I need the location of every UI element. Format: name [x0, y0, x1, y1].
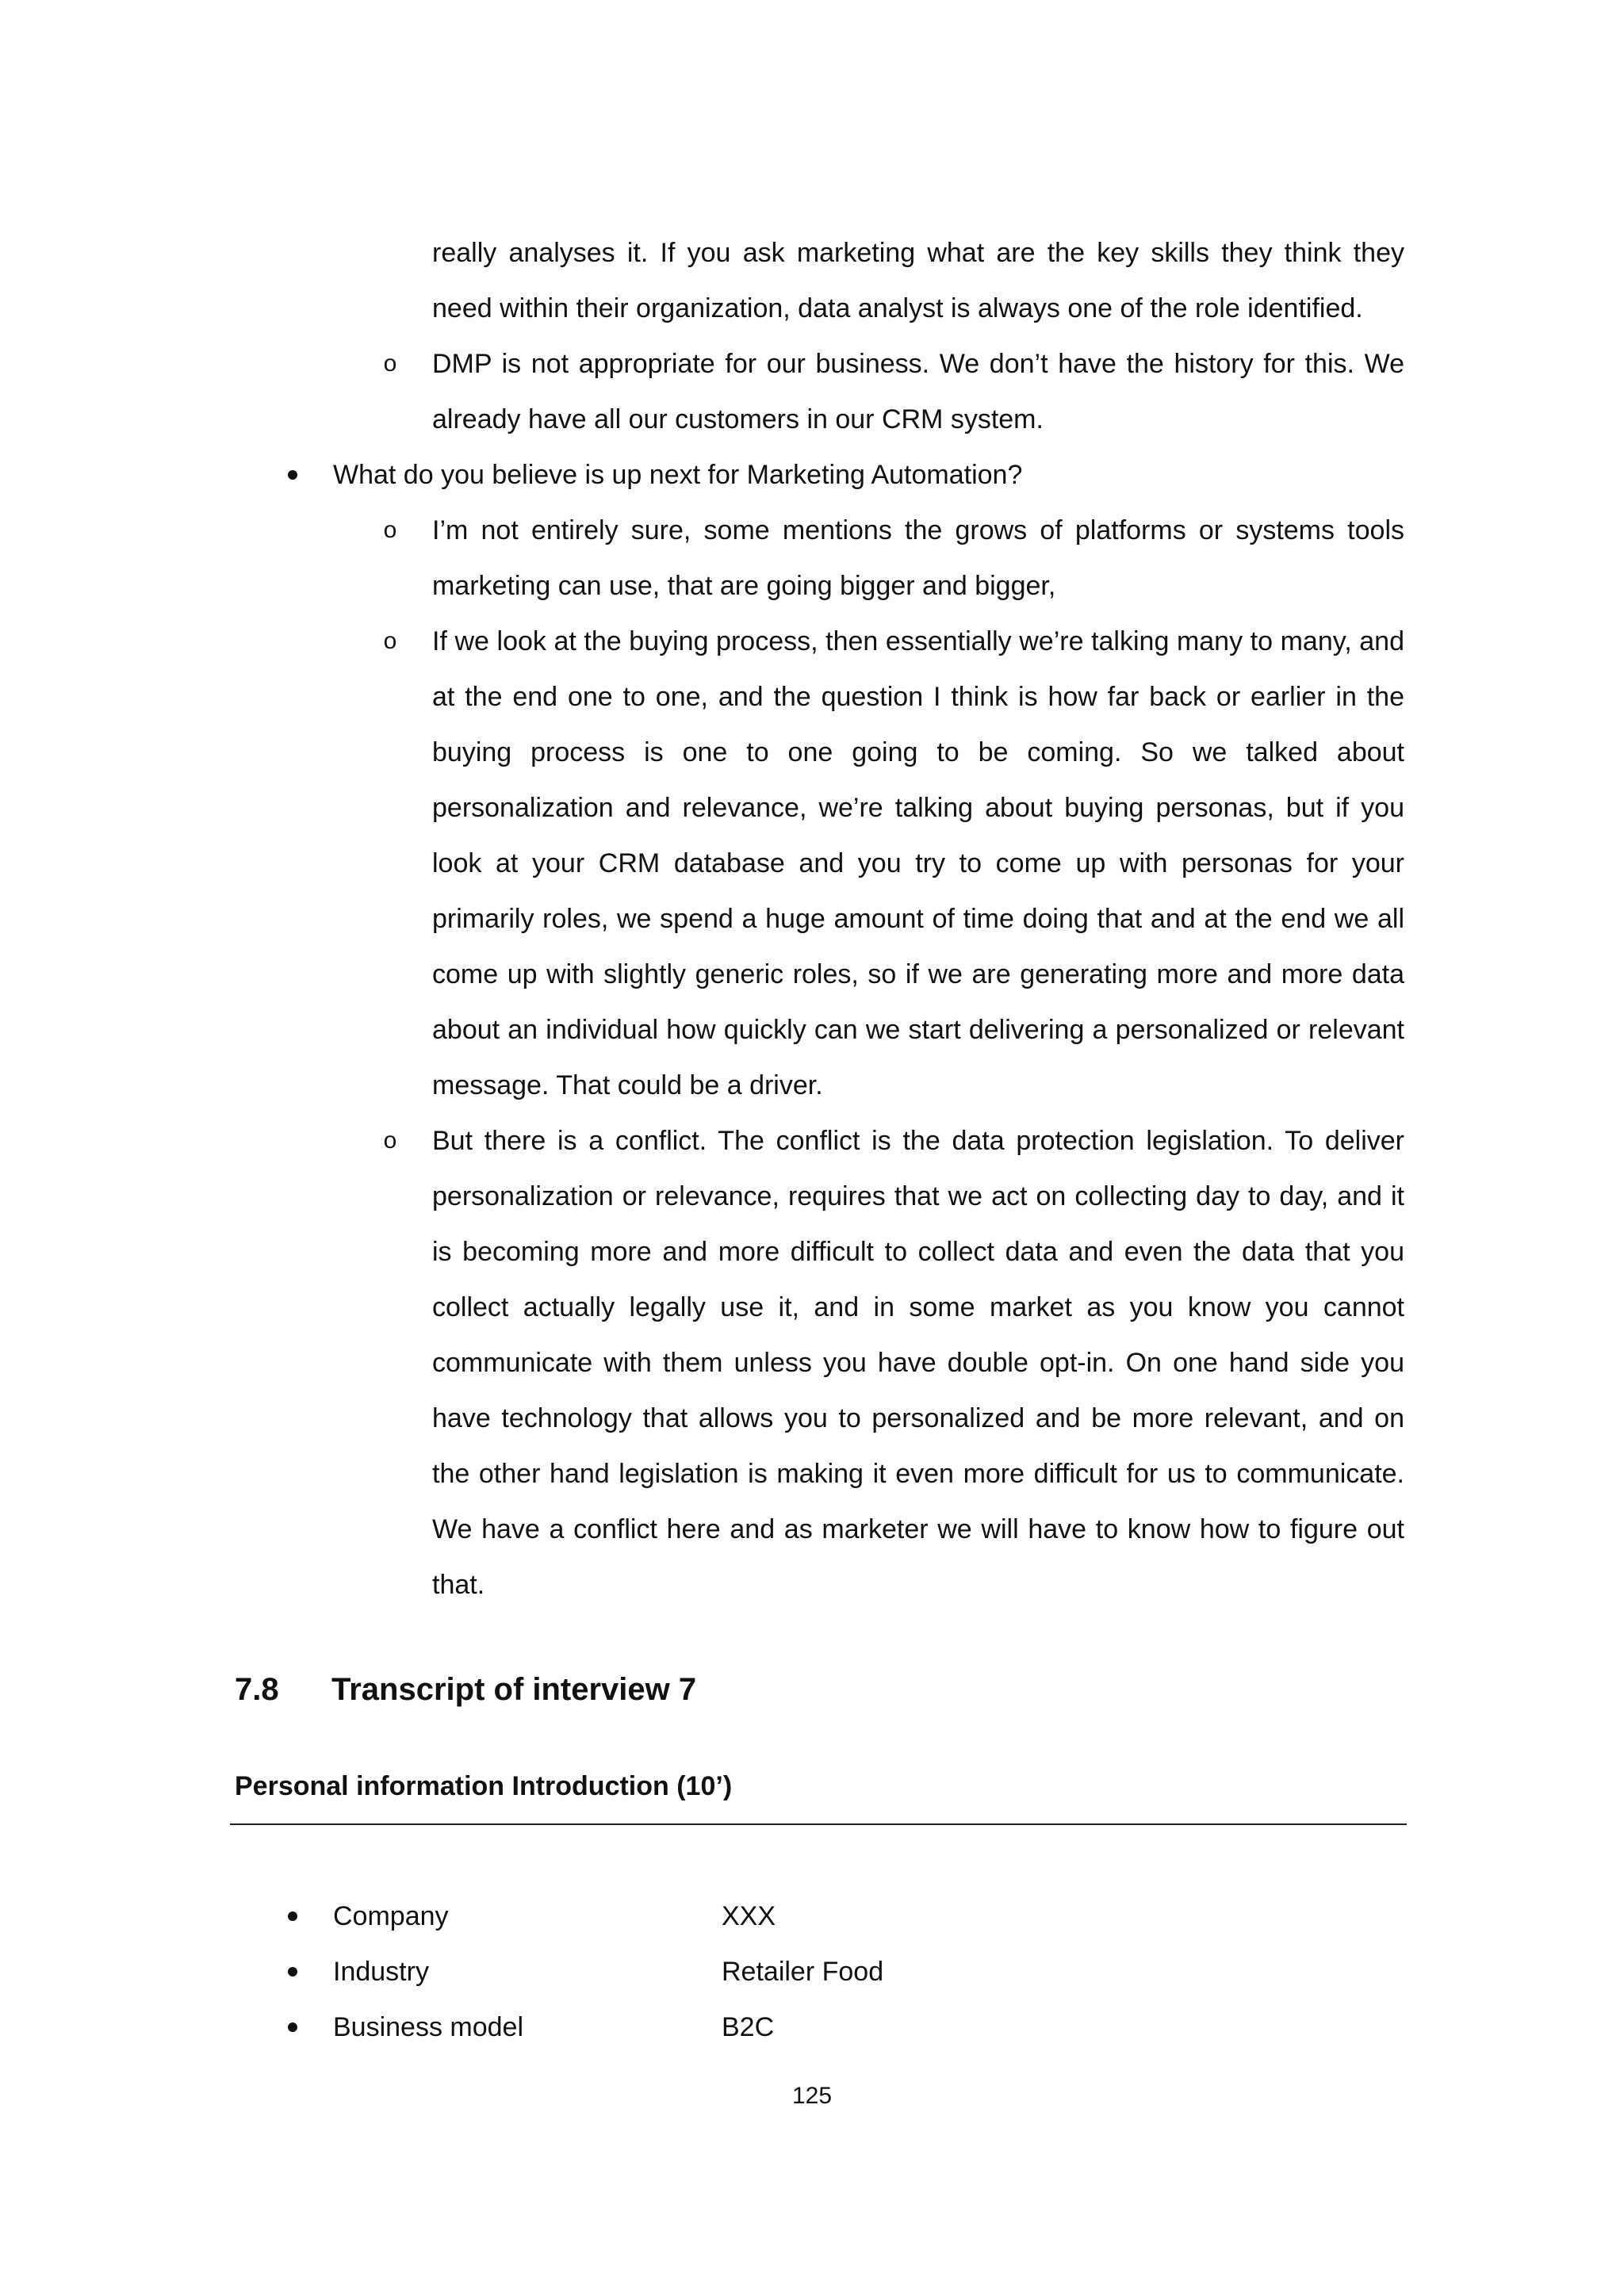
answer-text: I’m not entirely sure, some mentions the grows of platforms or systems tools marketing can use, that are going bigger and bigger,	[432, 515, 1404, 601]
page-number: 125	[791, 2083, 833, 2109]
bullet-dot-icon	[288, 1911, 297, 1921]
info-label: Industry	[333, 1957, 429, 1987]
info-row-industry	[333, 1944, 1126, 1999]
circle-bullet-icon: o	[383, 628, 397, 654]
question-item	[333, 447, 1404, 503]
question-text: What do you believe is up next for Marketing Automation?	[333, 460, 1023, 490]
circle-bullet-icon: o	[383, 350, 397, 377]
info-row-company	[333, 1888, 1126, 1944]
info-label: Business model	[333, 2012, 524, 2042]
section-number: 7.8	[235, 1672, 279, 1707]
circle-bullet-icon: o	[383, 1127, 397, 1154]
bullet-dot-icon	[288, 2022, 297, 2032]
subsection-title: Personal information Introduction (10’)	[235, 1771, 733, 1801]
info-label: Company	[333, 1901, 449, 1931]
info-row-business-model	[333, 1999, 1126, 2055]
answer-text: But there is a conflict. The conflict is the data protection legislation. To deliver personalization or relevance, requires that we act on collecting day to day, and it is becoming more and more difficult to collect data and even the data that you collect actually legally use it, and in some market as you know you cannot communicate with them unless you have double opt-in. On one hand side you have technology that allows you to personalized and be more relevant, and on the other hand legislation is making it even more difficult for us to communicate. We have a conflict here and as marketer we will have to know how to figure out that.	[432, 1126, 1404, 1600]
answer-item	[383, 503, 1404, 614]
dmp-answer-text: DMP is not appropriate for our business. We don’t have the history for this. We already have all our customers in our CRM system.	[432, 349, 1404, 434]
bullet-dot-icon	[288, 1967, 297, 1976]
horizontal-divider	[230, 1823, 1407, 1825]
info-value: Retailer Food	[722, 1957, 884, 1987]
continuation-paragraph: really analyses it. If you ask marketing what are the key skills they think they need within their organization, data analyst is always one of the role identified.	[432, 238, 1404, 323]
info-value: B2C	[722, 2012, 775, 2042]
answer-item	[383, 614, 1404, 1113]
section-title: Transcript of interview 7	[331, 1672, 697, 1707]
answer-text: If we look at the buying process, then essentially we’re talking many to many, and at the end one to one, and the question I think is how far back or earlier in the buying process is one to one going to be coming. So we talked about personalization and relevance, we’re talking about buying personas, but if you look at your CRM database and you try to come up with personas for your primarily roles, we spend a huge amount of time doing that and at the end we all come up with slightly generic roles, so if we are generating more and more data about an individual how quickly can we start delivering a personalized or relevant message. That could be a driver.	[432, 626, 1404, 1100]
answer-item	[383, 1113, 1404, 1613]
dmp-answer-item	[383, 336, 1404, 447]
bullet-dot-icon	[288, 470, 297, 480]
section-heading	[235, 1666, 696, 1713]
info-value: XXX	[722, 1901, 776, 1931]
circle-bullet-icon: o	[383, 517, 397, 543]
